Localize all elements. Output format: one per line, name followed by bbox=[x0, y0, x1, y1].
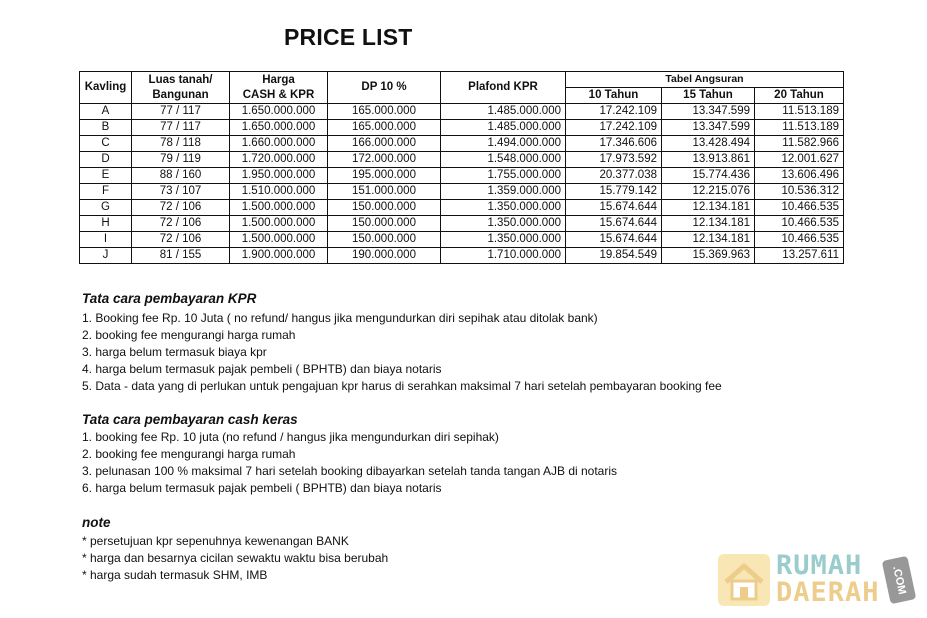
cell-t10: 20.377.038 bbox=[566, 168, 662, 184]
cell-t15: 12.215.076 bbox=[662, 184, 755, 200]
cell-kavling: G bbox=[80, 200, 132, 216]
kpr-list bbox=[82, 310, 722, 395]
note-list bbox=[82, 533, 388, 584]
cell-t15: 13.428.494 bbox=[662, 136, 755, 152]
cell-harga: 1.720.000.000 bbox=[230, 152, 328, 168]
cell-luas: 73 / 107 bbox=[132, 184, 230, 200]
cell-plafond: 1.548.000.000 bbox=[441, 152, 566, 168]
cell-t20: 10.466.535 bbox=[755, 216, 844, 232]
cell-t15: 12.134.181 bbox=[662, 232, 755, 248]
note-heading: note bbox=[82, 515, 111, 530]
kpr-list-item: 1. Booking fee Rp. 10 Juta ( no refund/ hangus jika mengundurkan diri sepihak atau ditolak bank) bbox=[82, 311, 598, 325]
cell-t15: 12.134.181 bbox=[662, 216, 755, 232]
cell-luas: 72 / 106 bbox=[132, 232, 230, 248]
cell-t10: 17.242.109 bbox=[566, 120, 662, 136]
cell-luas: 77 / 117 bbox=[132, 120, 230, 136]
cell-t10: 15.779.142 bbox=[566, 184, 662, 200]
cell-t15: 13.913.861 bbox=[662, 152, 755, 168]
page-title: PRICE LIST bbox=[284, 24, 413, 50]
header-kavling: Kavling bbox=[80, 72, 132, 104]
table-row bbox=[80, 136, 844, 152]
header-luas-line2: Bangunan bbox=[152, 88, 209, 101]
cell-plafond: 1.494.000.000 bbox=[441, 136, 566, 152]
cell-t10: 17.346.606 bbox=[566, 136, 662, 152]
header-harga bbox=[230, 72, 328, 104]
header-luas bbox=[132, 72, 230, 104]
cash-list bbox=[82, 429, 617, 497]
header-20-tahun: 20 Tahun bbox=[755, 88, 844, 104]
cell-t10: 15.674.644 bbox=[566, 200, 662, 216]
cell-luas: 88 / 160 bbox=[132, 168, 230, 184]
cell-luas: 81 / 155 bbox=[132, 248, 230, 264]
cell-luas: 78 / 118 bbox=[132, 136, 230, 152]
note-list-item: * persetujuan kpr sepenuhnya kewenangan BANK bbox=[82, 534, 349, 548]
cell-t15: 13.347.599 bbox=[662, 120, 755, 136]
cell-plafond: 1.350.000.000 bbox=[441, 200, 566, 216]
cash-list-item: 1. booking fee Rp. 10 juta (no refund / hangus jika mengundurkan diri sepihak) bbox=[82, 430, 499, 444]
kpr-list-item: 2. booking fee mengurangi harga rumah bbox=[82, 328, 296, 342]
cell-t20: 10.466.535 bbox=[755, 200, 844, 216]
cell-dp: 190.000.000 bbox=[328, 248, 441, 264]
table-row bbox=[80, 232, 844, 248]
table-row bbox=[80, 120, 844, 136]
header-15-tahun: 15 Tahun bbox=[662, 88, 755, 104]
cell-t10: 17.973.592 bbox=[566, 152, 662, 168]
cash-list-item: 2. booking fee mengurangi harga rumah bbox=[82, 447, 296, 461]
cell-kavling: A bbox=[80, 104, 132, 120]
table-row bbox=[80, 248, 844, 264]
kpr-list-item: 5. Data - data yang di perlukan untuk pengajuan kpr harus di serahkan maksimal 7 hari setelah pembayaran booking fee bbox=[82, 379, 722, 393]
header-plafond: Plafond KPR bbox=[441, 72, 566, 104]
price-table bbox=[79, 71, 844, 264]
cell-harga: 1.950.000.000 bbox=[230, 168, 328, 184]
cell-luas: 72 / 106 bbox=[132, 200, 230, 216]
table-row bbox=[80, 216, 844, 232]
note-list-item: * harga sudah termasuk SHM, IMB bbox=[82, 568, 268, 582]
cell-kavling: H bbox=[80, 216, 132, 232]
table-row bbox=[80, 168, 844, 184]
cell-dp: 166.000.000 bbox=[328, 136, 441, 152]
cell-kavling: E bbox=[80, 168, 132, 184]
cell-t10: 19.854.549 bbox=[566, 248, 662, 264]
cell-dp: 195.000.000 bbox=[328, 168, 441, 184]
cell-t15: 13.347.599 bbox=[662, 104, 755, 120]
watermark-line1: RUMAH bbox=[776, 550, 863, 581]
cell-t10: 17.242.109 bbox=[566, 104, 662, 120]
cell-t15: 12.134.181 bbox=[662, 200, 755, 216]
cell-t20: 10.536.312 bbox=[755, 184, 844, 200]
header-dp: DP 10 % bbox=[328, 72, 441, 104]
cell-harga: 1.510.000.000 bbox=[230, 184, 328, 200]
cash-list-item: 3. pelunasan 100 % maksimal 7 hari setelah booking dibayarkan setelah tanda tangan AJB di notaris bbox=[82, 464, 618, 478]
cell-t15: 15.774.436 bbox=[662, 168, 755, 184]
cell-harga: 1.660.000.000 bbox=[230, 136, 328, 152]
cell-dp: 150.000.000 bbox=[328, 232, 441, 248]
cell-dp: 151.000.000 bbox=[328, 184, 441, 200]
cell-t20: 13.257.611 bbox=[755, 248, 844, 264]
table-row bbox=[80, 200, 844, 216]
cell-t20: 11.513.189 bbox=[755, 120, 844, 136]
kpr-heading: Tata cara pembayaran KPR bbox=[82, 291, 257, 306]
header-tabel-angsuran: Tabel Angsuran bbox=[566, 72, 844, 88]
note-list-item: * harga dan besarnya cicilan sewaktu waktu bisa berubah bbox=[82, 551, 389, 565]
cell-t20: 11.582.966 bbox=[755, 136, 844, 152]
cell-kavling: B bbox=[80, 120, 132, 136]
cell-harga: 1.500.000.000 bbox=[230, 216, 328, 232]
table-row bbox=[80, 184, 844, 200]
cell-luas: 72 / 106 bbox=[132, 216, 230, 232]
watermark-logo bbox=[716, 550, 916, 610]
cell-kavling: F bbox=[80, 184, 132, 200]
cell-harga: 1.500.000.000 bbox=[230, 232, 328, 248]
cell-harga: 1.900.000.000 bbox=[230, 248, 328, 264]
cell-harga: 1.650.000.000 bbox=[230, 104, 328, 120]
cell-kavling: I bbox=[80, 232, 132, 248]
cell-harga: 1.500.000.000 bbox=[230, 200, 328, 216]
kpr-list-item: 4. harga belum termasuk pajak pembeli ( BPHTB) dan biaya notaris bbox=[82, 362, 442, 376]
cell-t20: 12.001.627 bbox=[755, 152, 844, 168]
cell-plafond: 1.755.000.000 bbox=[441, 168, 566, 184]
cell-plafond: 1.359.000.000 bbox=[441, 184, 566, 200]
header-luas-line1: Luas tanah/ bbox=[148, 73, 213, 86]
watermark-line2: DAERAH bbox=[776, 577, 880, 608]
cell-luas: 77 / 117 bbox=[132, 104, 230, 120]
table-row bbox=[80, 152, 844, 168]
cell-dp: 150.000.000 bbox=[328, 200, 441, 216]
header-10-tahun: 10 Tahun bbox=[566, 88, 662, 104]
watermark-suffix: .COM bbox=[882, 556, 917, 604]
house-icon bbox=[716, 552, 772, 608]
cell-harga: 1.650.000.000 bbox=[230, 120, 328, 136]
cell-dp: 172.000.000 bbox=[328, 152, 441, 168]
cell-kavling: J bbox=[80, 248, 132, 264]
cell-kavling: D bbox=[80, 152, 132, 168]
cell-t10: 15.674.644 bbox=[566, 232, 662, 248]
cash-heading: Tata cara pembayaran cash keras bbox=[82, 412, 298, 427]
cell-dp: 150.000.000 bbox=[328, 216, 441, 232]
cell-plafond: 1.350.000.000 bbox=[441, 216, 566, 232]
header-harga-line2: CASH & KPR bbox=[242, 88, 315, 101]
cell-kavling: C bbox=[80, 136, 132, 152]
cell-t20: 10.466.535 bbox=[755, 232, 844, 248]
cell-luas: 79 / 119 bbox=[132, 152, 230, 168]
cell-t20: 13.606.496 bbox=[755, 168, 844, 184]
cell-plafond: 1.485.000.000 bbox=[441, 104, 566, 120]
cell-plafond: 1.710.000.000 bbox=[441, 248, 566, 264]
kpr-list-item: 3. harga belum termasuk biaya kpr bbox=[82, 345, 267, 359]
cell-dp: 165.000.000 bbox=[328, 104, 441, 120]
cell-t15: 15.369.963 bbox=[662, 248, 755, 264]
cell-t20: 11.513.189 bbox=[755, 104, 844, 120]
cell-t10: 15.674.644 bbox=[566, 216, 662, 232]
cell-plafond: 1.485.000.000 bbox=[441, 120, 566, 136]
cell-dp: 165.000.000 bbox=[328, 120, 441, 136]
cash-list-item: 6. harga belum termasuk pajak pembeli ( BPHTB) dan biaya notaris bbox=[82, 481, 442, 495]
table-row bbox=[80, 104, 844, 120]
cell-plafond: 1.350.000.000 bbox=[441, 232, 566, 248]
header-harga-line1: Harga bbox=[262, 73, 295, 86]
